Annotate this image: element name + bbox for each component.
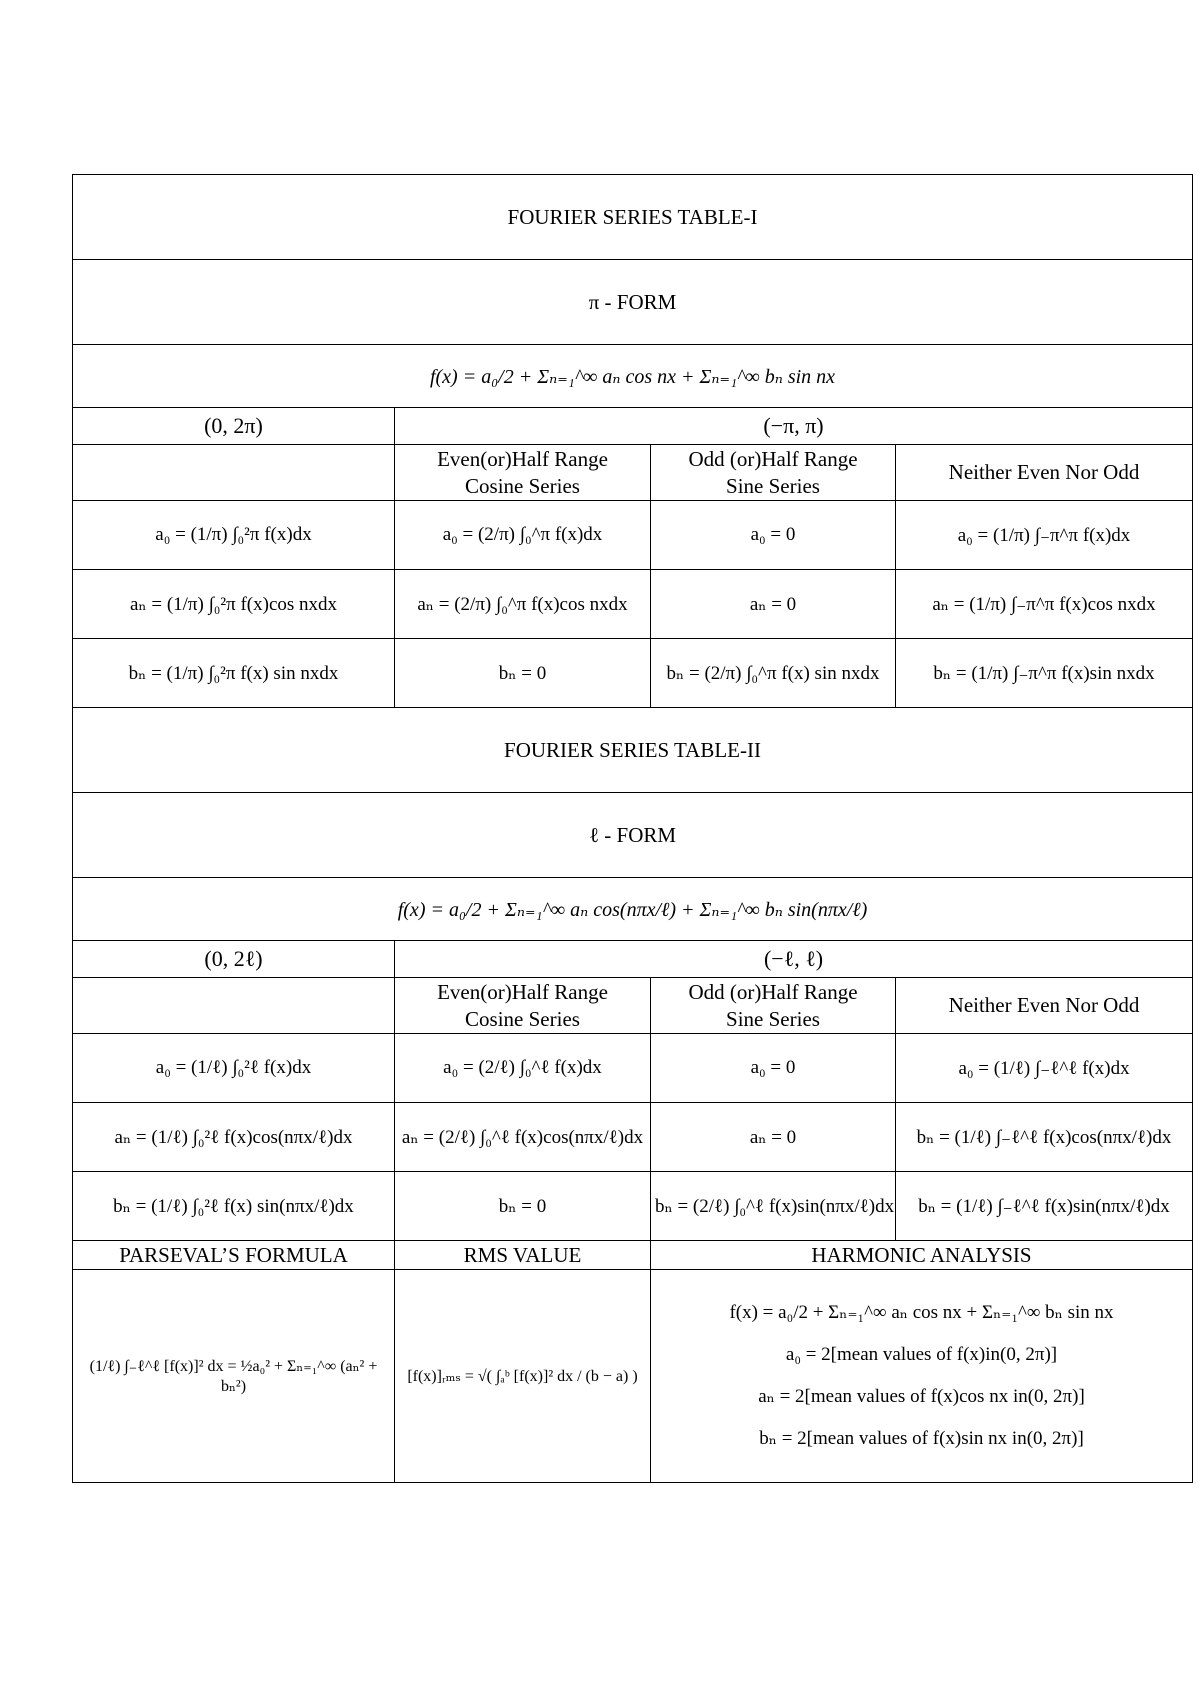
t2-a0-odd: a₀ = 0 [651,1034,896,1103]
header-odd-line2: Sine Series [726,473,820,498]
harmonic-line-bn: bₙ = 2[mean values of f(x)sin nx in(0, 2π)] [759,1428,1084,1449]
t2-bn-even: bₙ = 0 [395,1172,651,1241]
harmonic-line-series: f(x) = a₀/2 + Σₙ₌₁^∞ aₙ cos nx + Σₙ₌₁^∞ bₙ sin nx [729,1302,1114,1323]
table1-header-neither: Neither Even Nor Odd [896,445,1193,501]
t2-an-full: aₙ = (1/ℓ) ∫₀²ℓ f(x)cos(nπx/ℓ)dx [73,1103,395,1172]
table2-series-formula: f(x) = a₀/2 + Σₙ₌₁^∞ aₙ cos(nπx/ℓ) + Σₙ₌₁^∞ bₙ sin(nπx/ℓ) [73,878,1193,941]
fourier-series-table [72,174,1193,1483]
table1-series-formula: f(x) = a₀/2 + Σₙ₌₁^∞ aₙ cos nx + Σₙ₌₁^∞ bₙ sin nx [73,345,1193,408]
harmonic-title: HARMONIC ANALYSIS [651,1241,1193,1270]
header-even-line1: Even(or)Half Range [437,979,608,1004]
t1-a0-odd: a₀ = 0 [651,501,896,570]
t2-an-even: aₙ = (2/ℓ) ∫₀^ℓ f(x)cos(nπx/ℓ)dx [395,1103,651,1172]
table2-header-even [395,978,651,1034]
t2-an-odd: aₙ = 0 [651,1103,896,1172]
header-odd-line2: Sine Series [726,1006,820,1031]
table1-interval-symmetric: (−π, π) [395,408,1193,445]
table2-header-empty [73,978,395,1034]
table2-header-neither: Neither Even Nor Odd [896,978,1193,1034]
t1-an-full: aₙ = (1/π) ∫₀²π f(x)cos nxdx [73,570,395,639]
table2-title: FOURIER SERIES TABLE-II [73,708,1193,793]
table1-form-label: π - FORM [73,260,1193,345]
header-even-line1: Even(or)Half Range [437,446,608,471]
rms-title: RMS VALUE [395,1241,651,1270]
table1-header-odd [651,445,896,501]
table1-interval-full: (0, 2π) [73,408,395,445]
t2-a0-neither: a₀ = (1/ℓ) ∫₋ℓ^ℓ f(x)dx [896,1034,1193,1103]
t2-bn-full: bₙ = (1/ℓ) ∫₀²ℓ f(x) sin(nπx/ℓ)dx [73,1172,395,1241]
t2-an-neither: bₙ = (1/ℓ) ∫₋ℓ^ℓ f(x)cos(nπx/ℓ)dx [896,1103,1193,1172]
header-even-line2: Cosine Series [465,1006,580,1031]
harmonic-line-an: aₙ = 2[mean values of f(x)cos nx in(0, 2π)] [758,1386,1085,1407]
t2-a0-even: a₀ = (2/ℓ) ∫₀^ℓ f(x)dx [395,1034,651,1103]
t2-a0-full: a₀ = (1/ℓ) ∫₀²ℓ f(x)dx [73,1034,395,1103]
t2-bn-odd: bₙ = (2/ℓ) ∫₀^ℓ f(x)sin(nπx/ℓ)dx [651,1172,896,1241]
t1-bn-full: bₙ = (1/π) ∫₀²π f(x) sin nxdx [73,639,395,708]
header-even-line2: Cosine Series [465,473,580,498]
t1-a0-full: a₀ = (1/π) ∫₀²π f(x)dx [73,501,395,570]
header-odd-line1: Odd (or)Half Range [688,446,858,471]
header-odd-line1: Odd (or)Half Range [688,979,858,1004]
t1-an-even: aₙ = (2/π) ∫₀^π f(x)cos nxdx [395,570,651,639]
parseval-title: PARSEVAL’S FORMULA [73,1241,395,1270]
t2-bn-neither: bₙ = (1/ℓ) ∫₋ℓ^ℓ f(x)sin(nπx/ℓ)dx [896,1172,1193,1241]
t1-bn-odd: bₙ = (2/π) ∫₀^π f(x) sin nxdx [651,639,896,708]
parseval-formula: (1/ℓ) ∫₋ℓ^ℓ [f(x)]² dx = ½a₀² + Σₙ₌₁^∞ (aₙ² + bₙ²) [73,1270,395,1483]
t1-a0-even: a₀ = (2/π) ∫₀^π f(x)dx [395,501,651,570]
t1-bn-even: bₙ = 0 [395,639,651,708]
t1-a0-neither: a₀ = (1/π) ∫₋π^π f(x)dx [896,501,1193,570]
table2-interval-symmetric: (−ℓ, ℓ) [395,941,1193,978]
t1-bn-neither: bₙ = (1/π) ∫₋π^π f(x)sin nxdx [896,639,1193,708]
table1-title: FOURIER SERIES TABLE-I [73,175,1193,260]
harmonic-line-a0: a₀ = 2[mean values of f(x)in(0, 2π)] [785,1344,1058,1365]
table2-header-odd [651,978,896,1034]
t1-an-odd: aₙ = 0 [651,570,896,639]
table2-form-label: ℓ - FORM [73,793,1193,878]
harmonic-analysis-formulas [651,1270,1193,1483]
rms-formula: [f(x)]ᵣₘₛ = √( ∫ₐᵇ [f(x)]² dx / (b − a) ) [395,1270,651,1483]
table1-header-empty [73,445,395,501]
table1-header-even [395,445,651,501]
table2-interval-full: (0, 2ℓ) [73,941,395,978]
t1-an-neither: aₙ = (1/π) ∫₋π^π f(x)cos nxdx [896,570,1193,639]
